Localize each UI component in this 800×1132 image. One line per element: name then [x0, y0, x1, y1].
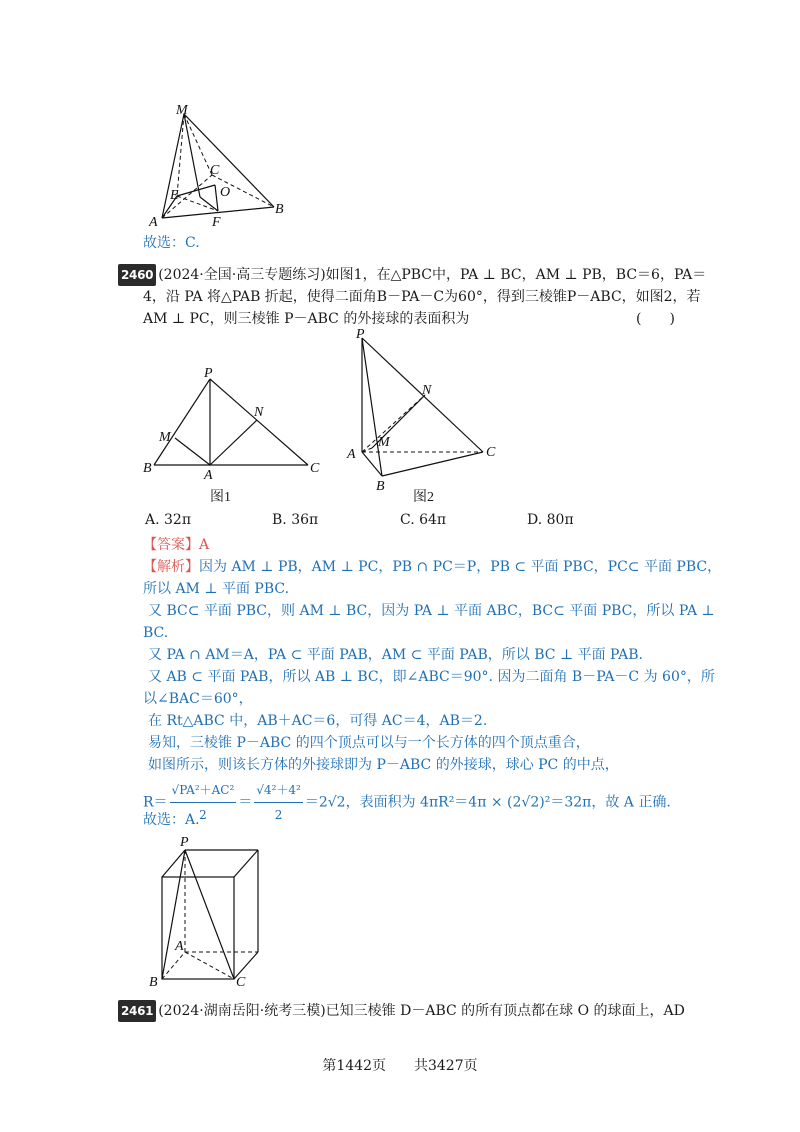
- analysis-line-2: 所以 AM ⊥ 平面 PBC.: [143, 581, 290, 597]
- q2461-stem: [118, 1000, 685, 1022]
- fig1-label-B: B: [143, 461, 152, 476]
- fig1-label-C: C: [310, 461, 320, 476]
- figure-cuboid: [140, 832, 280, 992]
- figure-tetrahedron-top: [140, 100, 300, 235]
- question-number: 2460: [118, 264, 156, 286]
- page-footer: 第1442页 共3427页: [322, 1058, 478, 1074]
- q2460-stem-line1: [118, 264, 706, 286]
- answer-parentheses: ( ): [636, 311, 675, 327]
- fig3-label-B: B: [149, 975, 158, 990]
- fig1-label-N: N: [254, 405, 264, 420]
- analysis-line-6: 又 AB ⊂ 平面 PAB，所以 AB ⊥ BC，即∠ABC＝90°. 因为二面角 B－PA－C 为 60°，所: [148, 669, 715, 685]
- label-B: B: [275, 202, 284, 217]
- q2461-text: (2024·湖南岳阳·统考三模)已知三棱锥 D－ABC 的所有顶点都在球 O 的球面上，AD: [158, 1003, 685, 1019]
- answer-line: [143, 535, 209, 555]
- figure-1-triangle: [140, 365, 330, 483]
- label-C: C: [210, 163, 220, 178]
- fig1-label-M: M: [159, 430, 171, 445]
- analysis-text: 因为 AM ⊥ PB，AM ⊥ PC，PB ∩ PC＝P，PB ⊂ 平面 PBC，PC⊂ 平面 PBC，: [199, 559, 722, 575]
- label-E: E: [170, 188, 179, 203]
- choice-D[interactable]: D. 80π: [527, 512, 574, 528]
- fig2-label-C: C: [486, 445, 496, 460]
- analysis-line-7: 以∠BAC＝60°，: [143, 691, 253, 707]
- fig2-label-N: N: [422, 383, 432, 398]
- conclusion: 故选：A.: [143, 812, 200, 828]
- q2460-stem-line3: AM ⊥ PC，则三棱锥 P－ABC 的外接球的表面积为: [143, 311, 470, 327]
- q2460-text: (2024·全国·高三专题练习)如图1，在△PBC中，PA ⊥ BC，AM ⊥ PB，BC＝6，PA＝: [158, 267, 707, 283]
- fraction-1-numerator: √PA²＋AC²: [170, 778, 237, 803]
- answer-tag: 【答案】: [143, 537, 199, 553]
- fig1-label-A: A: [204, 468, 213, 483]
- analysis-line-9: 易知，三棱锥 P－ABC 的四个顶点可以与一个长方体的四个顶点重合，: [148, 735, 590, 751]
- formula-fraction-2: [254, 778, 303, 827]
- fig2-label-M: M: [378, 435, 390, 450]
- q2460-stem-line2: 4，沿 PA 将△PAB 折起，使得二面角B－PA－C为60°，得到三棱锥P－ABC，如图2，若: [143, 289, 701, 305]
- formula-lhs: R＝: [143, 794, 168, 811]
- analysis-tag: 【解析】: [143, 559, 199, 575]
- choice-C[interactable]: C. 64π: [400, 512, 447, 528]
- fig3-label-C: C: [236, 975, 246, 990]
- previous-answer: 故选：C.: [143, 235, 200, 251]
- label-M: M: [176, 103, 188, 118]
- label-A: A: [149, 215, 158, 230]
- formula-line: [143, 778, 671, 827]
- figure-2-caption: 图2: [413, 490, 434, 505]
- analysis-line-3: 又 BC⊂ 平面 PBC，则 AM ⊥ BC，因为 PA ⊥ 平面 ABC，BC⊂ 平面 PBC，所以 PA ⊥: [148, 603, 715, 619]
- figure-2-pyramid: [340, 328, 510, 493]
- analysis-line-10: 如图所示，则该长方体的外接球即为 P－ABC 的外接球，球心 PC 的中点，: [148, 757, 619, 773]
- fraction-2-denominator: 2: [274, 808, 283, 822]
- label-F: F: [212, 215, 221, 230]
- formula-equals: ＝: [238, 794, 253, 811]
- formula-rest: ＝2√2，表面积为 4πR²＝4π × (2√2)²＝32π，故 A 正确.: [304, 794, 671, 811]
- analysis-line-8: 在 Rt△ABC 中，AB＋AC＝6，可得 AC＝4，AB＝2.: [148, 713, 488, 729]
- label-O: O: [220, 185, 231, 200]
- analysis-line-4: BC.: [143, 625, 169, 641]
- figure-1-caption: 图1: [210, 490, 231, 505]
- analysis-line-1: [143, 557, 721, 577]
- fig3-label-A: A: [175, 939, 184, 954]
- question-number-2461: 2461: [118, 1000, 156, 1022]
- fraction-1-denominator: 2: [199, 808, 207, 822]
- fig2-label-A: A: [347, 447, 356, 462]
- choice-A[interactable]: A. 32π: [145, 512, 192, 528]
- fraction-2-numerator: √4²＋4²: [254, 778, 303, 803]
- analysis-line-5: 又 PA ∩ AM＝A，PA ⊂ 平面 PAB，AM ⊂ 平面 PAB，所以 BC ⊥ 平面 PAB.: [148, 647, 644, 663]
- fig3-label-P: P: [180, 835, 189, 850]
- answer-value: A: [199, 537, 210, 553]
- fig1-label-P: P: [204, 366, 213, 381]
- fig2-label-B: B: [376, 479, 385, 494]
- choice-B[interactable]: B. 36π: [272, 512, 319, 528]
- fig2-label-P: P: [356, 327, 365, 342]
